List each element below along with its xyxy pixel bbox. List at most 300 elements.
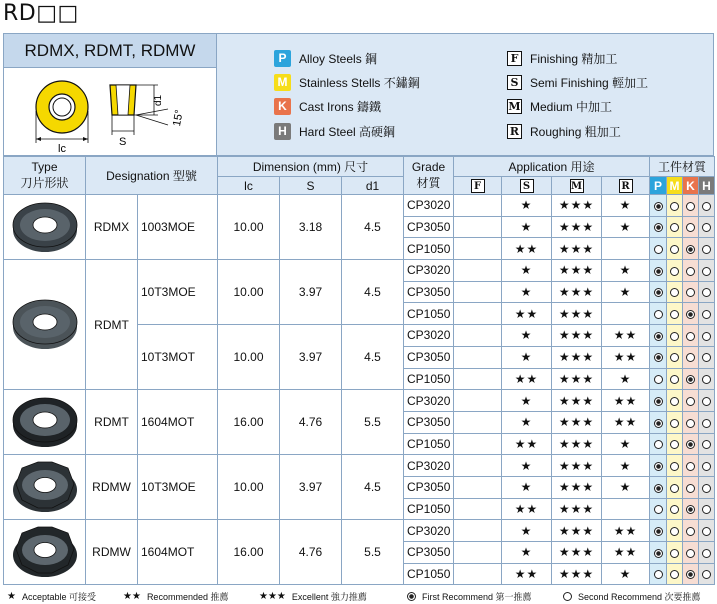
d1-cell: 4.5 (342, 455, 404, 520)
suitability-p-cell (650, 303, 667, 325)
mat-m-header: M (667, 177, 683, 195)
insert-image (4, 195, 86, 260)
second-recommend-icon (702, 288, 711, 297)
lc-label: lc (58, 143, 66, 155)
rating-m-cell: ★★★ (552, 368, 602, 390)
rating-m-cell: ★★★ (552, 411, 602, 433)
first-recommend-icon (654, 223, 663, 232)
rating-s-cell: ★ (502, 476, 552, 498)
grade-cell: CP3020 (404, 390, 454, 412)
code-cell: 10T3MOE (138, 455, 218, 520)
second-recommend-icon (702, 549, 711, 558)
roughing-icon: R (619, 179, 633, 193)
grade-cell: CP3020 (404, 195, 454, 217)
workpiece-header: 工件材質 (650, 157, 715, 177)
suitability-h-cell (699, 303, 715, 325)
suitability-k-cell (683, 260, 699, 282)
op-r-header (602, 177, 650, 195)
rating-s-cell: ★ (502, 455, 552, 477)
grade-cell: CP3050 (404, 542, 454, 564)
suitability-h-cell (699, 195, 715, 217)
first-recommend-icon (654, 202, 663, 211)
suitability-h-cell (699, 411, 715, 433)
suitability-p-cell (650, 520, 667, 542)
suitability-p-cell (650, 368, 667, 390)
second-recommend-icon (670, 397, 679, 406)
second-recommend-icon (702, 353, 711, 362)
material-p-icon: P (274, 50, 291, 67)
suitability-h-cell (699, 433, 715, 455)
rating-f-cell (454, 346, 502, 368)
first-recommend-icon (686, 310, 695, 319)
second-recommend-icon (654, 375, 663, 384)
rating-m-cell: ★★★ (552, 476, 602, 498)
rating-m-cell: ★★★ (552, 238, 602, 260)
suitability-p-cell (650, 433, 667, 455)
family-cell: RDMT (86, 390, 138, 455)
second-recommend-icon (702, 440, 711, 449)
material-h-icon: H (274, 123, 291, 140)
rating-f-cell (454, 411, 502, 433)
suitability-m-cell (667, 411, 683, 433)
suitability-k-cell (683, 238, 699, 260)
mat-k-header: K (683, 177, 699, 195)
second-recommend-icon (686, 462, 695, 471)
second-recommend-icon (670, 527, 679, 536)
rating-r-cell: ★★ (602, 346, 650, 368)
rating-f-cell (454, 455, 502, 477)
second-recommend-icon (654, 245, 663, 254)
notched-insert-icon (8, 521, 82, 581)
suitability-k-cell (683, 325, 699, 347)
first-recommend-icon (654, 267, 663, 276)
rating-s-cell: ★ (502, 216, 552, 238)
table-row (4, 390, 715, 412)
suitability-h-cell (699, 325, 715, 347)
rating-f-cell (454, 325, 502, 347)
footer-recommended: ★★ Recommended 推薦 (123, 591, 229, 602)
code-cell: 1604MOT (138, 520, 218, 585)
rating-f-cell (454, 260, 502, 282)
s-cell: 4.76 (280, 520, 342, 585)
rating-m-cell: ★★★ (552, 281, 602, 303)
second-recommend-icon (686, 484, 695, 493)
rating-f-cell (454, 542, 502, 564)
first-recommend-icon (686, 375, 695, 384)
first-recommend-icon (686, 245, 695, 254)
rating-s-cell: ★★ (502, 433, 552, 455)
material-k-icon: K (274, 98, 291, 115)
medium-icon: M (508, 99, 521, 113)
second-recommend-icon (686, 419, 695, 428)
second-recommend-icon (670, 419, 679, 428)
s-header: S (280, 177, 342, 195)
rating-r-cell: ★ (602, 216, 650, 238)
second-recommend-icon (670, 332, 679, 341)
lc-cell: 10.00 (218, 260, 280, 325)
rating-r-cell: ★ (602, 476, 650, 498)
second-recommend-icon (670, 440, 679, 449)
rating-m-cell: ★★★ (552, 303, 602, 325)
suitability-k-cell (683, 411, 699, 433)
family-cell: RDMW (86, 520, 138, 585)
suitability-h-cell (699, 520, 715, 542)
rating-m-cell: ★★★ (552, 563, 602, 585)
suitability-k-cell (683, 455, 699, 477)
footer-acceptable: ★ Acceptable 可接受 (7, 591, 96, 602)
d1-cell: 5.5 (342, 520, 404, 585)
rating-s-cell: ★ (502, 260, 552, 282)
grade-cell: CP3020 (404, 455, 454, 477)
suitability-h-cell (699, 216, 715, 238)
rating-s-cell: ★★ (502, 368, 552, 390)
rating-r-cell (602, 238, 650, 260)
grade-cell: CP3050 (404, 346, 454, 368)
second-recommend-icon (686, 267, 695, 276)
suitability-m-cell (667, 476, 683, 498)
rating-r-cell: ★★ (602, 411, 650, 433)
rating-s-cell: ★★ (502, 238, 552, 260)
dimension-header: Dimension (mm) 尺寸 (218, 157, 404, 177)
first-recommend-icon (686, 570, 695, 579)
second-recommend-icon (670, 202, 679, 211)
footer-second-recommend: Second Recommend 次要推薦 (563, 590, 701, 603)
lc-cell: 10.00 (218, 455, 280, 520)
suitability-h-cell (699, 346, 715, 368)
suitability-k-cell (683, 476, 699, 498)
suitability-m-cell (667, 260, 683, 282)
suitability-m-cell (667, 498, 683, 520)
second-recommend-icon (654, 440, 663, 449)
legend-op-roughing: R Roughing 粗加工 (507, 122, 621, 140)
first-recommend-icon (654, 484, 663, 493)
family-cell: RDMW (86, 455, 138, 520)
code-cell: 1604MOT (138, 390, 218, 455)
suitability-p-cell (650, 195, 667, 217)
table-row (4, 195, 715, 217)
suitability-m-cell (667, 563, 683, 585)
round-insert-icon (8, 196, 82, 256)
table-row (4, 455, 715, 477)
suitability-p-cell (650, 346, 667, 368)
rating-s-cell: ★ (502, 346, 552, 368)
d1-cell: 4.5 (342, 260, 404, 325)
family-cell: RDMT (86, 260, 138, 390)
finishing-icon: F (507, 51, 522, 66)
insert-image (4, 390, 86, 455)
footer-excellent: ★★★ Excellent 強力推薦 (259, 591, 367, 602)
finishing-icon: F (471, 179, 485, 193)
suitability-p-cell (650, 260, 667, 282)
second-recommend-icon (686, 527, 695, 536)
suitability-h-cell (699, 542, 715, 564)
angle-label: 15° (171, 108, 186, 128)
round-insert-icon (8, 293, 82, 353)
rating-s-cell: ★★ (502, 303, 552, 325)
rating-s-cell: ★ (502, 390, 552, 412)
second-recommend-icon (702, 462, 711, 471)
second-recommend-icon (654, 505, 663, 514)
rating-f-cell (454, 195, 502, 217)
suitability-h-cell (699, 498, 715, 520)
second-recommend-icon (654, 310, 663, 319)
second-recommend-icon (686, 549, 695, 558)
rating-m-cell: ★★★ (552, 433, 602, 455)
second-recommend-icon (686, 223, 695, 232)
suitability-p-cell (650, 476, 667, 498)
legend-op-medium: M Medium 中加工 (508, 99, 613, 114)
second-recommend-icon (702, 570, 711, 579)
rating-f-cell (454, 390, 502, 412)
suitability-m-cell (667, 368, 683, 390)
lc-cell: 10.00 (218, 325, 280, 390)
rating-f-cell (454, 476, 502, 498)
suitability-h-cell (699, 390, 715, 412)
model-title: RDMX, RDMT, RDMW (4, 34, 216, 68)
suitability-p-cell (650, 216, 667, 238)
rating-s-cell: ★★ (502, 498, 552, 520)
rating-m-cell: ★★★ (552, 542, 602, 564)
mat-h-header: H (699, 177, 715, 195)
suitability-k-cell (683, 390, 699, 412)
second-recommend-icon (686, 397, 695, 406)
second-recommend-icon (670, 570, 679, 579)
grade-cell: CP3020 (404, 520, 454, 542)
suitability-m-cell (667, 281, 683, 303)
suitability-p-cell (650, 238, 667, 260)
rating-f-cell (454, 281, 502, 303)
legend-op-finishing: F Finishing 精加工 (507, 49, 617, 67)
grade-cell: CP1050 (404, 498, 454, 520)
round-insert-icon (8, 391, 82, 451)
second-recommend-icon (686, 288, 695, 297)
second-recommend-icon (702, 375, 711, 384)
second-recommend-icon (702, 310, 711, 319)
rating-s-cell: ★ (502, 411, 552, 433)
rating-f-cell (454, 368, 502, 390)
rating-s-cell: ★ (502, 542, 552, 564)
model-box (4, 34, 217, 155)
suitability-k-cell (683, 281, 699, 303)
rating-r-cell: ★ (602, 260, 650, 282)
suitability-m-cell (667, 433, 683, 455)
suitability-k-cell (683, 368, 699, 390)
semi-finishing-icon: S (520, 179, 534, 193)
rating-r-cell: ★ (602, 455, 650, 477)
op-m-header (552, 177, 602, 195)
rating-r-cell: ★★ (602, 325, 650, 347)
suitability-k-cell (683, 520, 699, 542)
rating-m-cell: ★★★ (552, 325, 602, 347)
second-recommend-icon (670, 223, 679, 232)
second-recommend-icon (670, 505, 679, 514)
second-recommend-icon (654, 570, 663, 579)
lc-cell: 10.00 (218, 195, 280, 260)
rating-r-cell (602, 498, 650, 520)
rating-f-cell (454, 216, 502, 238)
op-s-header (502, 177, 552, 195)
footer-first-recommend: First Recommend 第一推薦 (407, 590, 532, 603)
rating-r-cell: ★ (602, 368, 650, 390)
second-recommend-icon (563, 592, 572, 601)
family-cell: RDMX (86, 195, 138, 260)
second-recommend-icon (670, 310, 679, 319)
rating-r-cell: ★★ (602, 520, 650, 542)
suitability-k-cell (683, 433, 699, 455)
first-recommend-icon (654, 288, 663, 297)
grade-cell: CP1050 (404, 563, 454, 585)
first-recommend-icon (654, 462, 663, 471)
suitability-h-cell (699, 368, 715, 390)
rating-r-cell: ★★ (602, 390, 650, 412)
legend-material-m: M Stainless Stells 不鏽鋼 (274, 73, 420, 91)
insert-image (4, 260, 86, 390)
second-recommend-icon (702, 397, 711, 406)
material-m-icon: M (274, 74, 291, 91)
suitability-k-cell (683, 346, 699, 368)
op-f-header (454, 177, 502, 195)
grade-cell: CP3050 (404, 216, 454, 238)
page-title: RD□□ (3, 1, 79, 26)
s-label: S (119, 136, 127, 148)
rating-r-cell: ★ (602, 433, 650, 455)
first-recommend-icon (654, 353, 663, 362)
suitability-m-cell (667, 520, 683, 542)
first-recommend-icon (407, 592, 416, 601)
legend-material-p: P Alloy Steels 鋼 (274, 49, 377, 67)
d1-label: d1 (153, 94, 164, 106)
rating-f-cell (454, 303, 502, 325)
second-recommend-icon (702, 267, 711, 276)
table-row (4, 260, 715, 282)
rating-m-cell: ★★★ (552, 498, 602, 520)
suitability-k-cell (683, 542, 699, 564)
notched-insert-icon (8, 456, 82, 516)
s-cell: 3.97 (280, 455, 342, 520)
rating-s-cell: ★ (502, 281, 552, 303)
insert-image (4, 520, 86, 585)
s-cell: 4.76 (280, 390, 342, 455)
first-recommend-icon (654, 549, 663, 558)
first-recommend-icon (686, 505, 695, 514)
lc-header: lc (218, 177, 280, 195)
grade-cell: CP3020 (404, 260, 454, 282)
second-recommend-icon (702, 332, 711, 341)
second-recommend-icon (670, 375, 679, 384)
legend-material-h: H Hard Steel 高硬鋼 (274, 122, 395, 140)
second-recommend-icon (670, 484, 679, 493)
insert-diagram (4, 69, 216, 155)
rating-f-cell (454, 563, 502, 585)
grade-cell: CP3050 (404, 281, 454, 303)
suitability-m-cell (667, 390, 683, 412)
legend-op-semi: S Semi Finishing 輕加工 (507, 73, 648, 91)
second-recommend-icon (670, 549, 679, 558)
code-cell: 10T3MOE (138, 260, 218, 325)
suitability-p-cell (650, 281, 667, 303)
second-recommend-icon (670, 267, 679, 276)
grade-cell: CP3050 (404, 411, 454, 433)
d1-header: d1 (342, 177, 404, 195)
suitability-p-cell (650, 563, 667, 585)
grade-cell: CP1050 (404, 433, 454, 455)
second-recommend-icon (702, 245, 711, 254)
second-recommend-icon (670, 353, 679, 362)
table-row (4, 520, 715, 542)
suitability-p-cell (650, 390, 667, 412)
type-header: Type 刀片形狀 (4, 157, 86, 195)
suitability-h-cell (699, 260, 715, 282)
second-recommend-icon (670, 288, 679, 297)
suitability-h-cell (699, 281, 715, 303)
second-recommend-icon (702, 505, 711, 514)
rating-m-cell: ★★★ (552, 216, 602, 238)
rating-m-cell: ★★★ (552, 455, 602, 477)
suitability-p-cell (650, 498, 667, 520)
suitability-p-cell (650, 411, 667, 433)
suitability-m-cell (667, 216, 683, 238)
grade-cell: CP3050 (404, 476, 454, 498)
rating-s-cell: ★ (502, 520, 552, 542)
second-recommend-icon (670, 245, 679, 254)
grade-cell: CP1050 (404, 238, 454, 260)
suitability-k-cell (683, 216, 699, 238)
s-cell: 3.18 (280, 195, 342, 260)
medium-icon: M (570, 180, 583, 192)
semi-finishing-icon: S (507, 75, 522, 90)
suitability-m-cell (667, 195, 683, 217)
rating-f-cell (454, 238, 502, 260)
grade-cell: CP1050 (404, 368, 454, 390)
suitability-p-cell (650, 325, 667, 347)
rating-r-cell: ★ (602, 195, 650, 217)
grade-cell: CP1050 (404, 303, 454, 325)
d1-cell: 5.5 (342, 390, 404, 455)
suitability-h-cell (699, 563, 715, 585)
second-recommend-icon (702, 202, 711, 211)
rating-f-cell (454, 433, 502, 455)
code-cell: 10T3MOT (138, 325, 218, 390)
mat-p-header: P (650, 177, 667, 195)
rating-s-cell: ★ (502, 195, 552, 217)
suitability-k-cell (683, 303, 699, 325)
d1-cell: 4.5 (342, 195, 404, 260)
rating-r-cell (602, 303, 650, 325)
footer-legend (3, 588, 714, 604)
second-recommend-icon (686, 353, 695, 362)
grade-cell: CP3020 (404, 325, 454, 347)
rating-f-cell (454, 498, 502, 520)
suitability-m-cell (667, 346, 683, 368)
suitability-m-cell (667, 542, 683, 564)
rating-s-cell: ★★ (502, 563, 552, 585)
code-cell: 1003MOE (138, 195, 218, 260)
rating-f-cell (454, 520, 502, 542)
suitability-h-cell (699, 238, 715, 260)
application-header: Application 用途 (454, 157, 650, 177)
roughing-icon: R (507, 124, 522, 139)
rating-r-cell: ★★ (602, 542, 650, 564)
suitability-p-cell (650, 455, 667, 477)
suitability-k-cell (683, 563, 699, 585)
rating-m-cell: ★★★ (552, 520, 602, 542)
second-recommend-icon (702, 419, 711, 428)
first-recommend-icon (686, 440, 695, 449)
suitability-h-cell (699, 455, 715, 477)
rating-s-cell: ★ (502, 325, 552, 347)
second-recommend-icon (702, 527, 711, 536)
second-recommend-icon (702, 484, 711, 493)
